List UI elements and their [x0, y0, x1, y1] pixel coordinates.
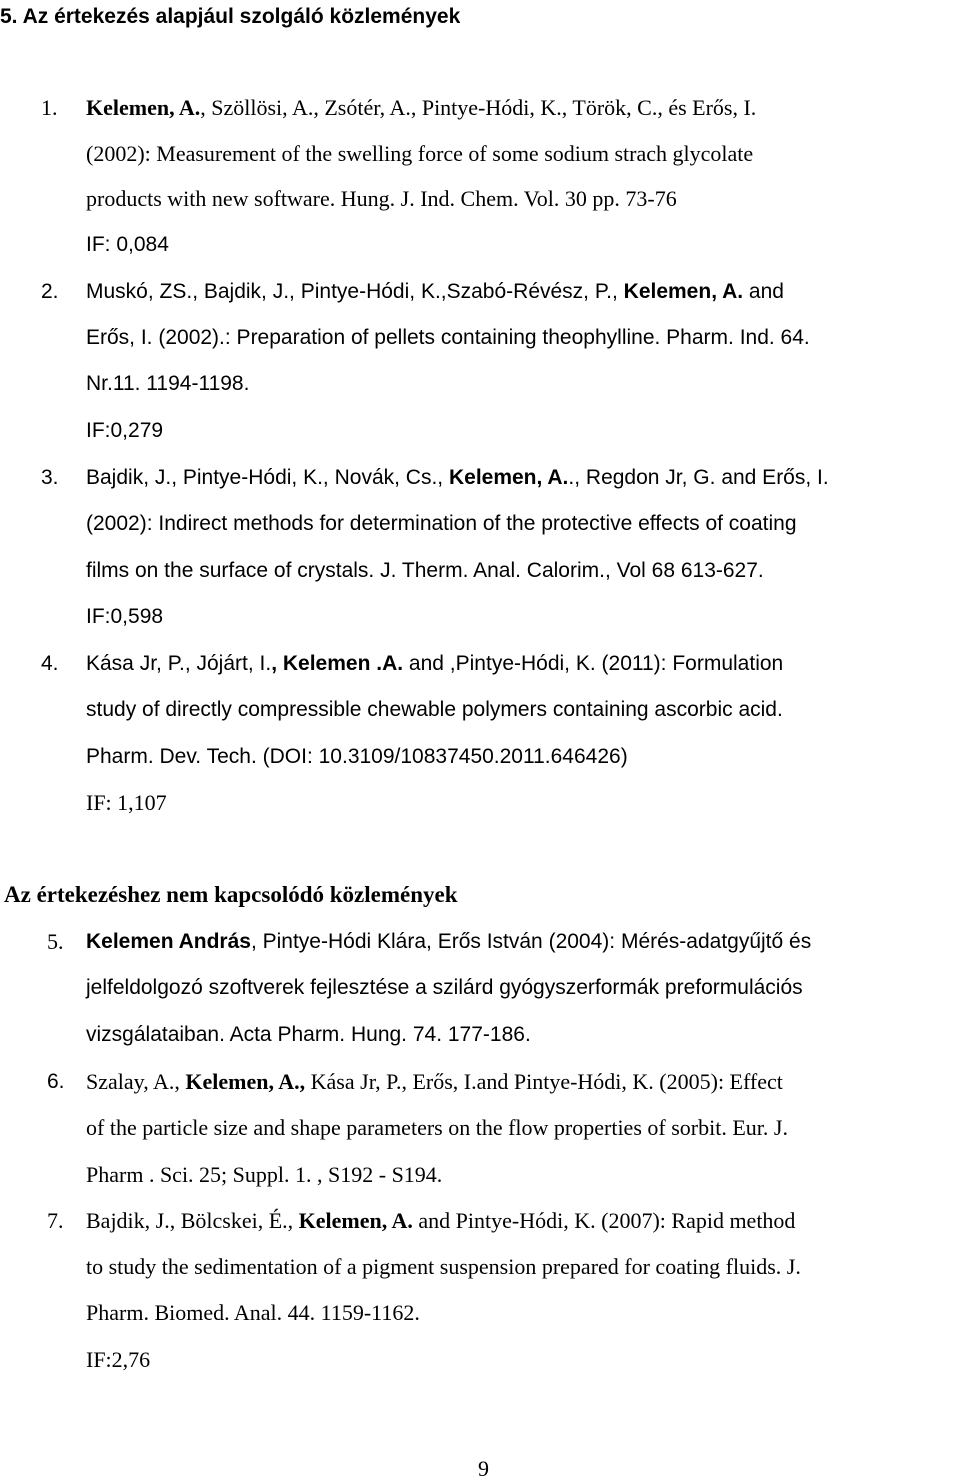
- author-highlight: Kelemen, A.,: [185, 1069, 306, 1094]
- publication-journal-line: Pharm . Sci. 25; Suppl. 1. , S192 - S194.: [86, 1162, 443, 1187]
- publication-authors: Kása Jr, P., Jójárt, I., Kelemen .A. and ,Pintye-Hódi, K. (2011): Formulation: [86, 652, 784, 675]
- publication-title-line: jelfeldolgozó szoftverek fejlesztése a szilárd gyógyszerformák preformulációs: [86, 976, 803, 999]
- page-number: 9: [478, 1456, 489, 1481]
- publication-authors: Szalay, A., Kelemen, A., Kása Jr, P., Erős, I.and Pintye-Hódi, K. (2005): Effect: [86, 1069, 783, 1094]
- author-highlight: Kelemen András: [86, 930, 251, 953]
- publication-authors: Bajdik, J., Bölcskei, É., Kelemen, A. and Pintye-Hódi, K. (2007): Rapid method: [86, 1208, 796, 1233]
- impact-factor: IF:2,76: [86, 1347, 151, 1372]
- publication-title-line: Erős, I. (2002).: Preparation of pellets containing theophylline. Pharm. Ind. 64.: [86, 326, 810, 349]
- author-highlight: Kelemen, A.: [298, 1208, 413, 1233]
- author-highlight: Kelemen, A.: [86, 95, 201, 120]
- impact-factor: IF:0,279: [86, 419, 164, 442]
- author-highlight: , Kelemen .A.: [271, 652, 404, 675]
- list-number: 4.: [41, 652, 59, 675]
- publication-authors: Muskó, ZS., Bajdik, J., Pintye-Hódi, K.,Szabó-Révész, P., Kelemen, A. and: [86, 280, 784, 303]
- author-highlight: Kelemen, A.: [448, 466, 569, 489]
- publication-journal-line: Pharm. Dev. Tech. (DOI: 10.3109/10837450.2011.646426): [86, 745, 628, 768]
- list-number: 2.: [41, 280, 59, 303]
- publication-title-line: (2002): Measurement of the swelling force of some sodium strach glycolate: [86, 141, 754, 166]
- page-heading: 5. Az értekezés alapjául szolgáló közlemények: [0, 5, 461, 28]
- list-number: 6.: [47, 1070, 65, 1093]
- publication-title-line: of the particle size and shape parameters on the flow properties of sorbit. Eur. J.: [86, 1115, 788, 1140]
- publication-title-line: to study the sedimentation of a pigment suspension prepared for coating fluids. J.: [86, 1254, 801, 1279]
- list-number: 7.: [47, 1208, 64, 1233]
- publication-journal-line: products with new software. Hung. J. Ind. Chem. Vol. 30 pp. 73-76: [86, 186, 677, 211]
- publication-journal-line: Pharm. Biomed. Anal. 44. 1159-1162.: [86, 1300, 420, 1325]
- publication-journal-line: films on the surface of crystals. J. Therm. Anal. Calorim., Vol 68 613-627.: [86, 559, 764, 582]
- publication-journal-line: Nr.11. 1194-1198.: [86, 372, 250, 395]
- publication-authors: [86, 95, 756, 121]
- list-number: 5.: [47, 929, 64, 954]
- publication-title-line: study of directly compressible chewable polymers containing ascorbic acid.: [86, 698, 783, 721]
- list-number: 1.: [41, 95, 58, 120]
- authors-rest: , Szöllösi, A., Zsótér, A., Pintye-Hódi, K., Török, C., és Erős, I.: [200, 95, 757, 120]
- impact-factor: IF:0,598: [86, 605, 164, 628]
- impact-factor: IF: 1,107: [86, 790, 167, 815]
- author-highlight: Kelemen, A.: [623, 280, 744, 303]
- publication-authors: Kelemen András, Pintye-Hódi Klára, Erős István (2004): Mérés-adatgyűjtő és: [86, 930, 812, 953]
- list-number: 3.: [41, 466, 59, 489]
- publication-journal-line: vizsgálataiban. Acta Pharm. Hung. 74. 177-186.: [86, 1023, 531, 1046]
- section-heading: Az értekezéshez nem kapcsolódó közlemények: [4, 882, 458, 907]
- publication-title-line: (2002): Indirect methods for determination of the protective effects of coating: [86, 512, 797, 535]
- publication-authors: Bajdik, J., Pintye-Hódi, K., Novák, Cs., Kelemen, A.., Regdon Jr, G. and Erős, I.: [86, 466, 829, 489]
- impact-factor: IF: 0,084: [86, 233, 169, 256]
